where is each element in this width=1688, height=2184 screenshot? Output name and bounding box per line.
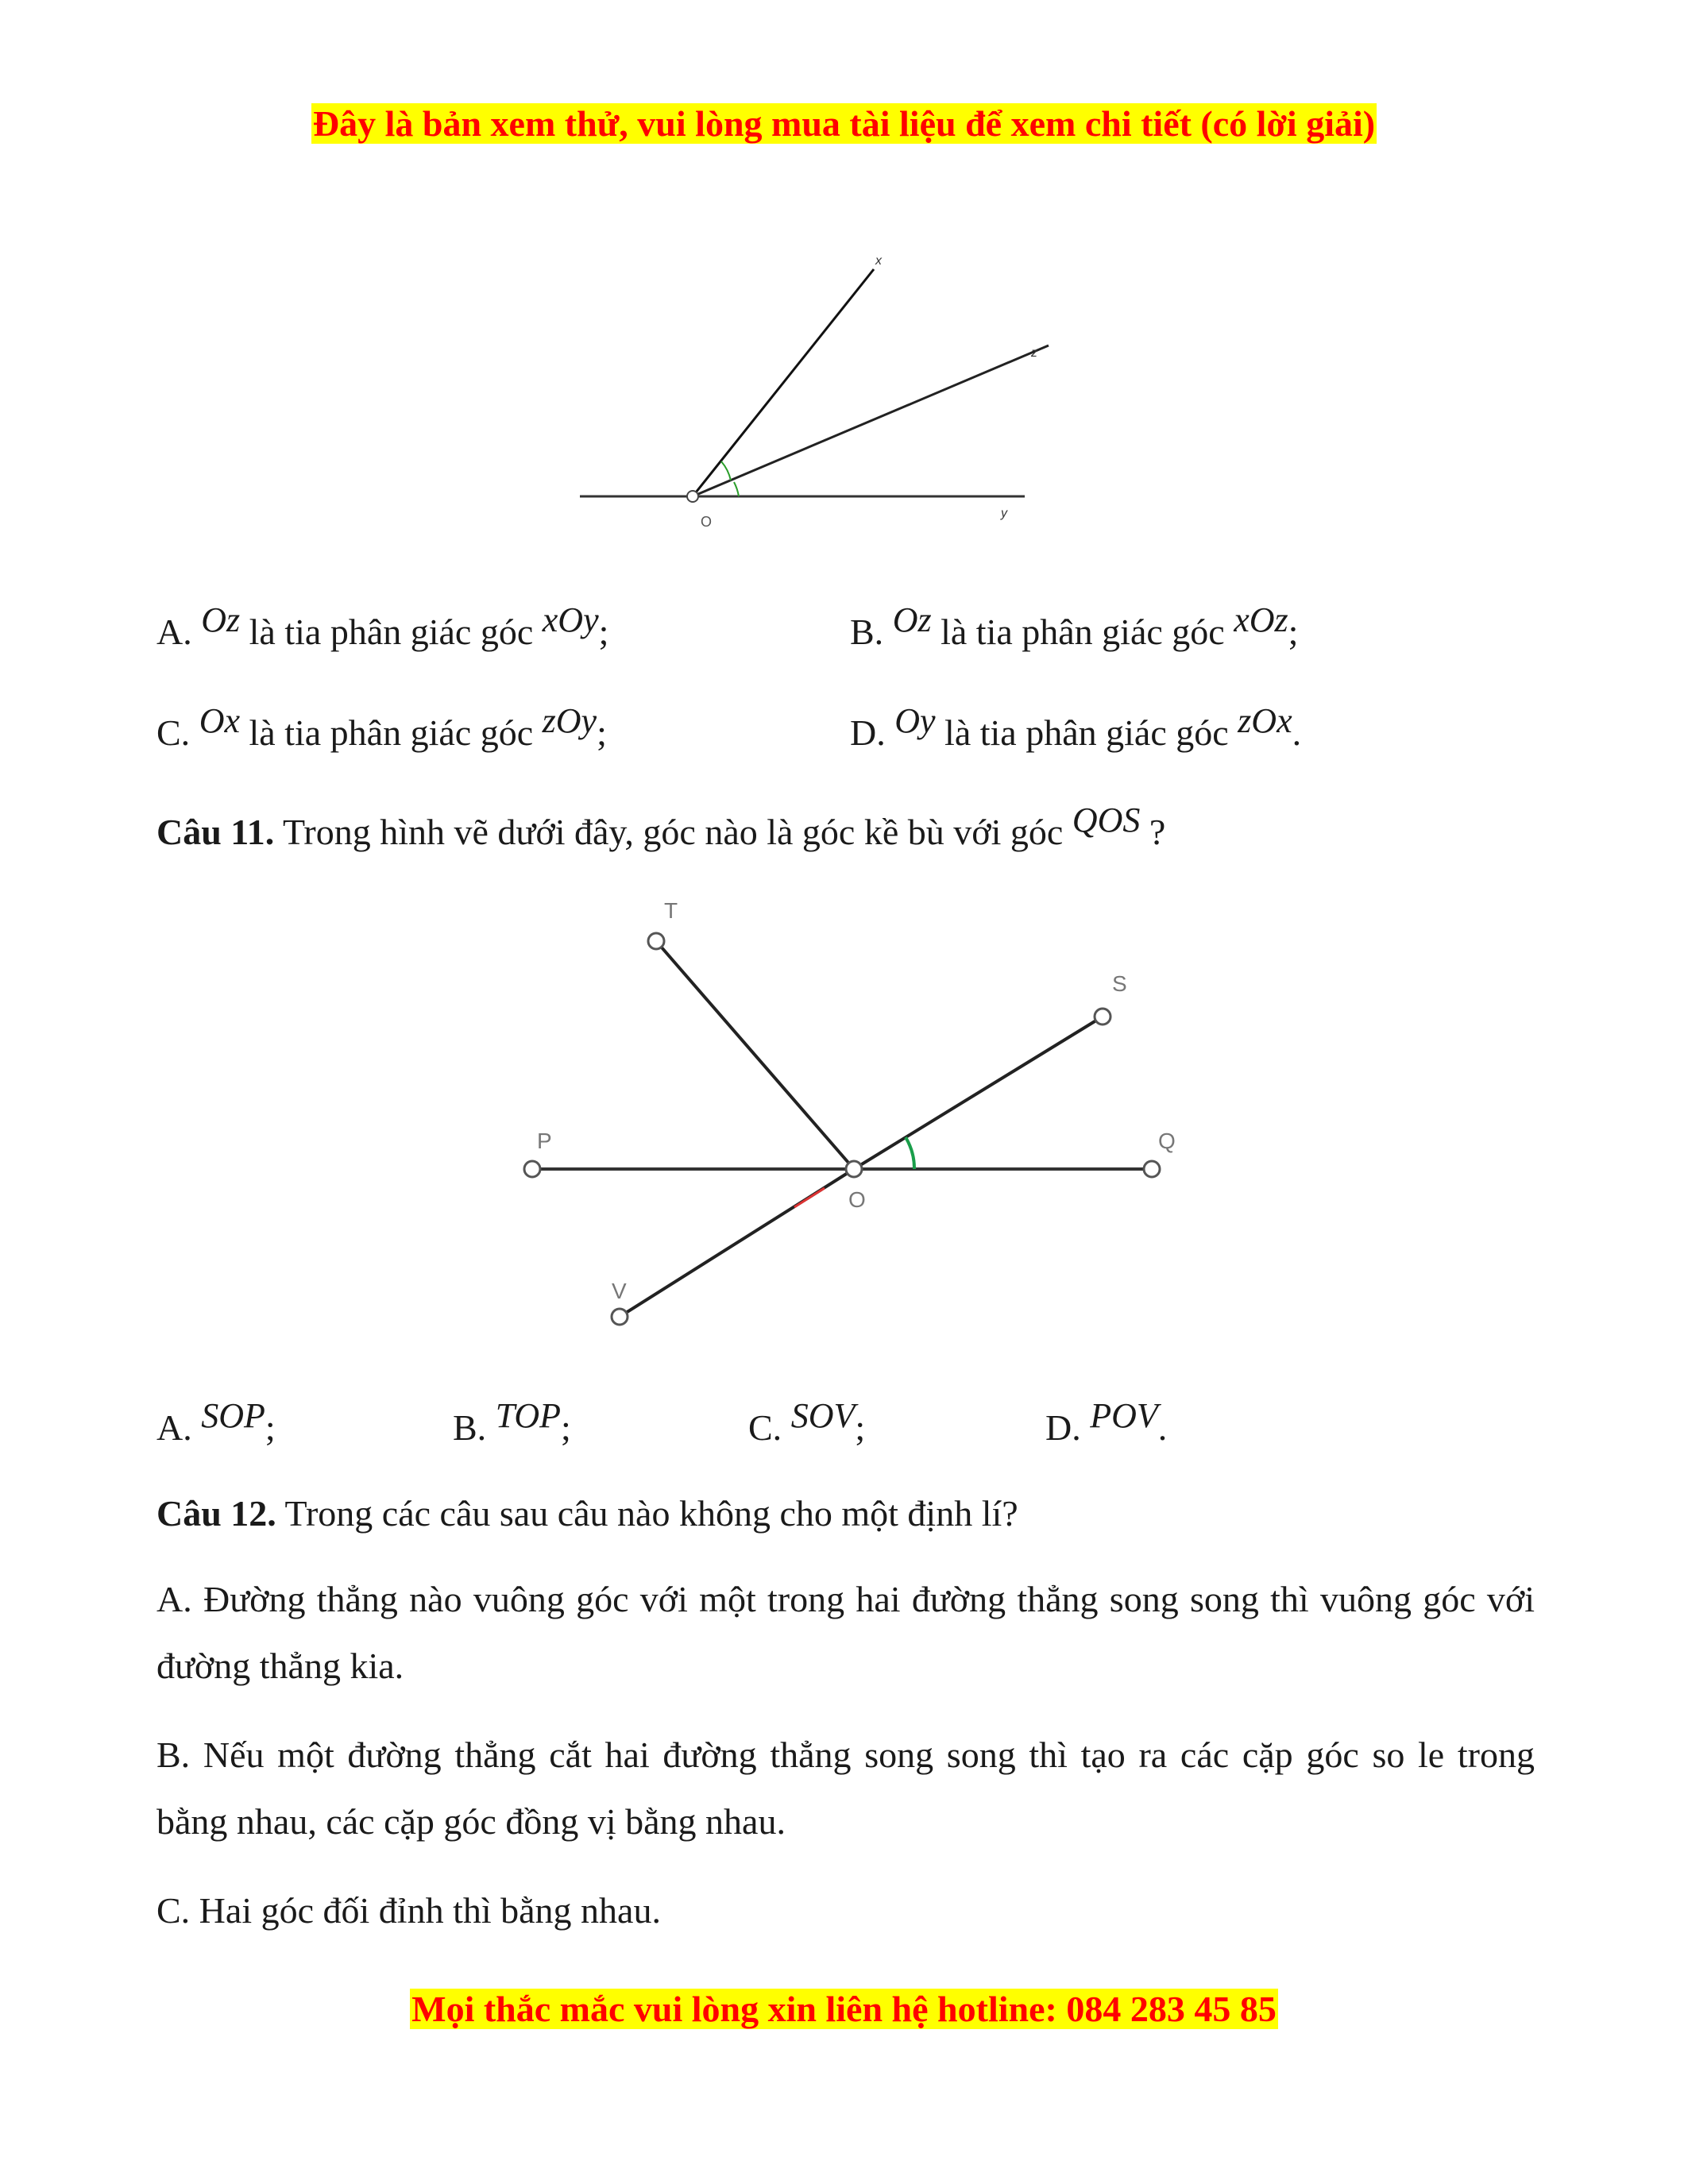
- point-o: [687, 491, 698, 502]
- option-letter: B.: [453, 1407, 487, 1448]
- q11-option-a[interactable]: [156, 1396, 276, 1451]
- option-angle: xOy: [542, 600, 599, 639]
- label-p: P: [537, 1129, 552, 1153]
- label-o: O: [701, 514, 713, 530]
- ray-ot: [656, 941, 854, 1169]
- hotline-notice-banner: [0, 1987, 1688, 2032]
- option-letter: A.: [156, 612, 192, 652]
- option-text: là tia phân giác góc: [249, 612, 534, 652]
- q11-option-c[interactable]: [748, 1396, 866, 1451]
- option-letter: C.: [156, 712, 191, 753]
- angle-arc-qos: [906, 1137, 914, 1169]
- option-end: .: [1157, 1407, 1168, 1448]
- point-p: [524, 1161, 540, 1177]
- question-number: Câu 12.: [156, 1493, 276, 1534]
- option-letter: C.: [748, 1407, 782, 1448]
- label-o: O: [848, 1187, 866, 1212]
- option-angle: zOy: [542, 701, 597, 740]
- preview-notice-text: Đây là bản xem thử, vui lòng mua tài liệu để xem chi tiết (có lời giải): [312, 103, 1376, 144]
- question-text: Trong các câu sau câu nào không cho một định lí?: [284, 1493, 1018, 1534]
- ray-os: [854, 1017, 1103, 1169]
- option-end: ;: [855, 1407, 866, 1448]
- q11-option-b[interactable]: [453, 1396, 571, 1451]
- label-v: V: [612, 1279, 627, 1303]
- question-number: Câu 11.: [156, 812, 275, 852]
- option-angle: SOV: [790, 1396, 856, 1435]
- q12-option-c[interactable]: C. Hai góc đối đỉnh thì bằng nhau.: [156, 1890, 661, 1931]
- label-t: T: [664, 898, 678, 923]
- label-s: S: [1112, 971, 1127, 996]
- q11-option-d[interactable]: [1045, 1396, 1168, 1451]
- ray-ov-marker: [794, 1188, 825, 1207]
- option-letter: B.: [850, 612, 884, 652]
- option-end: ;: [265, 1407, 276, 1448]
- option-text: là tia phân giác góc: [941, 612, 1225, 652]
- figure-adjacent-angles: [492, 897, 1207, 1358]
- question-angle: QOS: [1072, 801, 1141, 839]
- option-ray: Oz: [201, 600, 241, 639]
- q12-option-a[interactable]: A. Đường thẳng nào vuông góc với một trong hai đường thẳng song song thì vuông góc với đường thẳng kia.: [156, 1579, 1535, 1686]
- q10-option-c[interactable]: [156, 701, 607, 756]
- option-end: .: [1292, 712, 1302, 753]
- label-q: Q: [1158, 1129, 1176, 1153]
- option-letter: A.: [156, 1407, 192, 1448]
- q11-prompt: [156, 801, 1166, 855]
- q10-option-d[interactable]: [850, 701, 1302, 756]
- q12-prompt: [156, 1491, 1018, 1536]
- option-ray: Ox: [199, 701, 240, 740]
- figure-angle-xoy: [580, 250, 1037, 536]
- label-x: x: [875, 254, 882, 268]
- angle-arc-zoy: [734, 482, 739, 496]
- point-v: [612, 1309, 628, 1325]
- angle-arc-xoz: [721, 461, 731, 480]
- question-end: ?: [1149, 812, 1166, 852]
- question-text: Trong hình vẽ dưới đây, góc nào là góc kề bù với góc: [282, 812, 1064, 852]
- option-end: ;: [561, 1407, 571, 1448]
- option-end: ;: [597, 712, 607, 753]
- option-text: là tia phân giác góc: [944, 712, 1229, 753]
- option-text: là tia phân giác góc: [249, 712, 534, 753]
- option-letter: D.: [850, 712, 886, 753]
- ray-oz: [693, 345, 1049, 496]
- q12-option-b[interactable]: B. Nếu một đường thẳng cắt hai đường thẳng song song thì tạo ra các cặp góc so le trong bằng nhau, các cặp góc đồng vị bằng nhau.: [156, 1734, 1535, 1842]
- option-angle: xOz: [1234, 600, 1288, 639]
- preview-notice-banner: [0, 102, 1688, 146]
- option-angle: zOx: [1238, 701, 1292, 740]
- option-end: ;: [1288, 612, 1299, 652]
- option-angle: POV: [1090, 1396, 1158, 1435]
- point-s: [1095, 1009, 1111, 1024]
- option-angle: SOP: [201, 1396, 265, 1435]
- label-y: y: [1001, 507, 1007, 520]
- hotline-notice-text: Mọi thắc mắc vui lòng xin liên hệ hotline: 084 283 45 85: [411, 1989, 1277, 2029]
- point-o: [846, 1161, 862, 1177]
- point-q: [1144, 1161, 1160, 1177]
- option-ray: Oy: [894, 701, 936, 740]
- label-z: z: [1031, 346, 1037, 360]
- q10-option-b[interactable]: [850, 600, 1299, 655]
- option-letter: D.: [1045, 1407, 1081, 1448]
- option-ray: Oz: [892, 600, 932, 639]
- option-angle: TOP: [495, 1396, 562, 1435]
- option-end: ;: [598, 612, 609, 652]
- ray-ox: [693, 269, 874, 496]
- q10-option-a[interactable]: [156, 600, 609, 655]
- point-t: [648, 933, 664, 949]
